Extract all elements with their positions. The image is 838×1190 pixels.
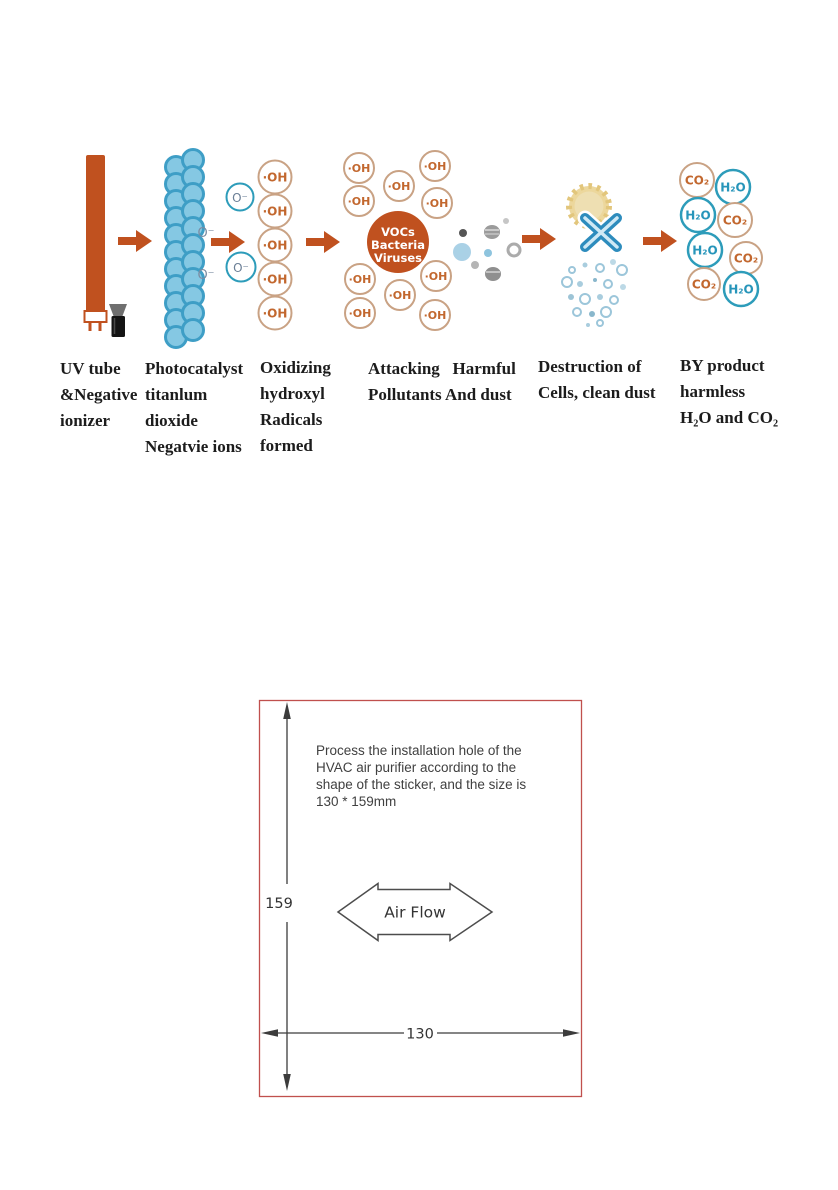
voc-circle	[367, 211, 429, 273]
label-line: hydroxyl	[260, 384, 325, 403]
negative-ion-text: O⁻	[197, 226, 215, 241]
label-line: UV tube	[60, 359, 121, 378]
radical-text: ·OH	[262, 204, 288, 219]
label-line: Radicals	[260, 410, 323, 429]
radical-text: ·OH	[423, 160, 447, 173]
stage-label-byproduct	[680, 353, 778, 431]
radical-text: ·OH	[423, 309, 447, 322]
label-line: formed	[260, 436, 313, 455]
radical-text: ·OH	[262, 272, 288, 287]
radical-text: ·OH	[347, 162, 371, 175]
clean-dust-bubbles	[562, 259, 627, 327]
label-line: &Negative	[60, 385, 138, 404]
ionizer-icon	[109, 304, 127, 337]
radical-text: ·OH	[262, 238, 288, 253]
flow-arrow-icon	[306, 231, 340, 253]
radical-text: ·OH	[387, 180, 411, 193]
h2o-text: H₂O	[720, 180, 746, 195]
label-line: ionizer	[60, 411, 111, 430]
flow-arrow-icon	[522, 228, 556, 250]
negative-ion-text: O⁻	[233, 261, 249, 275]
instruction-line: shape of the sticker, and the size is	[316, 777, 527, 792]
negative-ion-text: O⁻	[232, 191, 248, 205]
photocatalyst-particles	[166, 150, 204, 348]
voc-text: Viruses	[374, 251, 422, 265]
flow-arrow-icon	[643, 230, 677, 252]
negative-ion-circle	[227, 184, 254, 211]
label-line: BY product	[680, 356, 765, 375]
h2o-text: H₂O	[728, 282, 754, 297]
label-line: titanlum	[145, 385, 208, 404]
radical-text: ·OH	[424, 270, 448, 283]
height-dimension-value: 159	[265, 896, 293, 912]
label-line: Oxidizing	[260, 358, 331, 377]
co2-text: CO₂	[691, 277, 717, 292]
label-line: Negatvie ions	[145, 437, 242, 456]
co2-text: CO₂	[722, 213, 748, 228]
hydroxyl-radical-column	[259, 161, 292, 330]
instruction-text	[316, 742, 556, 810]
dust-particles	[453, 218, 520, 281]
uv-tube-icon	[85, 155, 107, 331]
stage-label-uv-tube	[60, 356, 137, 434]
stage-label-photocatalyst	[145, 356, 243, 460]
label-line: H₂O and CO₂	[680, 408, 779, 427]
instruction-line: HVAC air purifier according to the	[316, 760, 517, 775]
label-line: Destruction of	[538, 357, 642, 376]
radical-text: ·OH	[348, 273, 372, 286]
negative-ion-circle	[227, 253, 256, 282]
radical-text: ·OH	[262, 170, 288, 185]
label-line: Photocatalyst	[145, 359, 244, 378]
air-flow-arrow	[338, 884, 492, 941]
byproduct-cluster	[680, 163, 762, 306]
flow-arrow-icon	[211, 231, 245, 253]
stage-label-destruction	[538, 354, 656, 406]
h2o-text: H₂O	[692, 243, 718, 258]
negative-ion-text: O⁻	[197, 268, 215, 283]
instruction-line: Process the installation hole of the	[316, 743, 522, 758]
label-line: harmless	[680, 382, 746, 401]
voc-text: VOCs	[381, 225, 415, 239]
label-line: dioxide	[145, 411, 198, 430]
h2o-text: H₂O	[685, 208, 711, 223]
purification-process-diagram	[40, 140, 810, 355]
co2-text: CO₂	[733, 251, 759, 266]
radical-text: ·OH	[347, 195, 371, 208]
voc-text: Bacteria	[370, 238, 426, 252]
label-line: Pollutants And dust	[368, 385, 512, 404]
air-flow-label: Air Flow	[384, 903, 446, 922]
radical-text: ·OH	[425, 197, 449, 210]
instruction-line: 130 * 159mm	[316, 794, 397, 809]
radical-text: ·OH	[348, 307, 372, 320]
width-dimension-value: 130	[406, 1026, 434, 1043]
label-line: Cells, clean dust	[538, 383, 656, 402]
stage-label-oxidizing	[260, 355, 331, 459]
stage-label-attacking	[368, 356, 516, 408]
radical-text: ·OH	[388, 289, 412, 302]
label-line: Attacking Harmful	[368, 359, 516, 378]
co2-text: CO₂	[684, 173, 710, 188]
flow-arrow-icon	[118, 230, 152, 252]
radical-text: ·OH	[262, 306, 288, 321]
